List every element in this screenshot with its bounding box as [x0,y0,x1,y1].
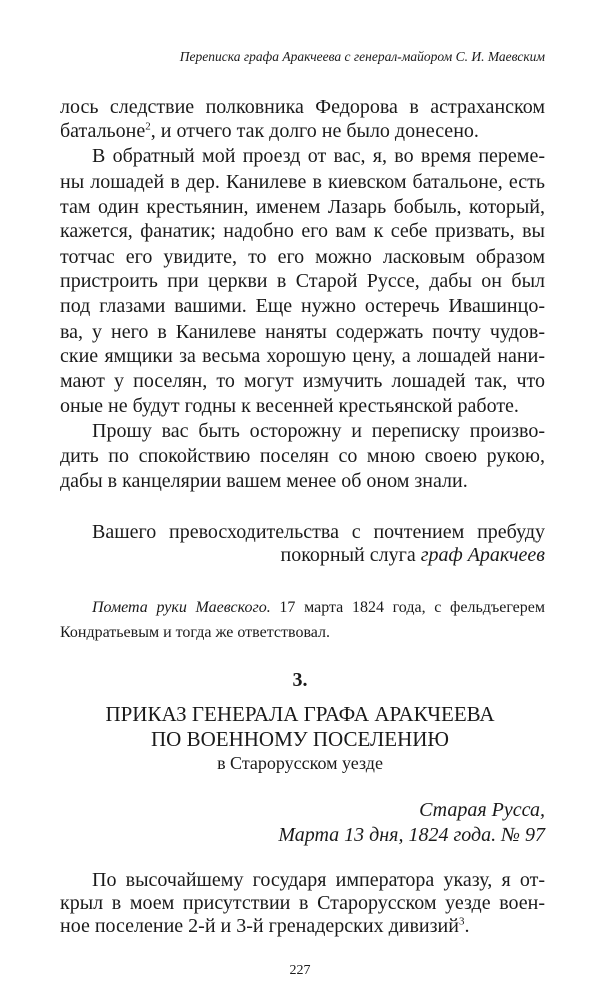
footnote-ref[interactable]: 2 [145,120,151,133]
document-place: Старая Русса, [419,799,545,821]
signature-name: граф Аракчеев [420,544,545,566]
closing-line: Вашего превосходительства с почтением пребуду [92,521,545,543]
text-fragment: , и отчего так долго не было донесено. [150,120,479,142]
signature-line [60,543,545,568]
running-header: Переписка графа Аракчеева с генерал-майором С. И. Маевским [179,49,545,64]
text-line: дабы в канцелярии вашем менее об оном знали. [60,470,468,492]
text-fragment: ное поселение 2-й и 3-й гренадерских дивизий [60,915,459,937]
note-text: 17 марта 1824 года, с фельдъегерем [270,599,546,616]
text-line: ны лошадей в дер. Канилеве в киевском батальоне, есть [60,171,545,193]
footnote-ref[interactable]: 3 [458,915,465,928]
text-line: оные не будут годны к весенней крестьянской работе. [60,395,519,417]
document-subtitle: в Старорусском уезде [217,753,383,773]
note-line [92,595,545,620]
text-line: ва, у него в Канилеве наняты содержать почту чудов- [60,321,545,343]
document-number: 3. [292,669,308,691]
text-line: под глазами вашими. Еще нужно остеречь Ивашинцо- [60,295,545,317]
text-line: кажется, фанатик; надобно его вам к себе призвать, вы [60,220,545,242]
text-line: дить по спокойствию поселян со мною своею рукою, [60,445,545,467]
note-label: Помета руки Маевского. [92,599,271,616]
signature-prefix: покорный слуга [280,544,421,566]
text-line: тотчас его увидите, то его можно ласковым образом [60,246,545,268]
document-date: Марта 13 дня, 1824 года. № 97 [278,824,545,846]
text-line: По высочайшему государя императора указу, я от- [92,869,545,891]
text-line: крыл в моем присутствии в Старорусском уезде воен- [60,892,545,914]
text-line: пристроить при церкви в Старой Руссе, дабы он был [60,270,545,292]
text-line: там один крестьянин, именем Лазарь бобыль, который, [60,196,545,218]
document-title: ПРИКАЗ ГЕНЕРАЛА ГРАФА АРАКЧЕЕВА [105,702,495,726]
text-line: В обратный мой проезд от вас, я, во время переме- [92,145,545,167]
text-line: лось следствие полковника Федорова в астраханском [60,96,545,118]
text-line [60,914,545,939]
document-title: ПО ВОЕННОМУ ПОСЕЛЕНИЮ [151,727,449,751]
text-line: мают у поселян, то могут измучить лошадей так, что [60,370,545,392]
text-line: Прошу вас быть осторожну и переписку произво- [92,420,545,442]
page-number: 227 [289,963,311,978]
note-line: Кондратьевым и тогда же ответствовал. [60,624,331,641]
text-fragment: . [464,915,470,937]
text-line [60,119,545,144]
text-fragment: батальоне [60,120,146,142]
text-line: ские ямщики за весьма хорошую цену, а лошадей нани- [60,345,545,367]
